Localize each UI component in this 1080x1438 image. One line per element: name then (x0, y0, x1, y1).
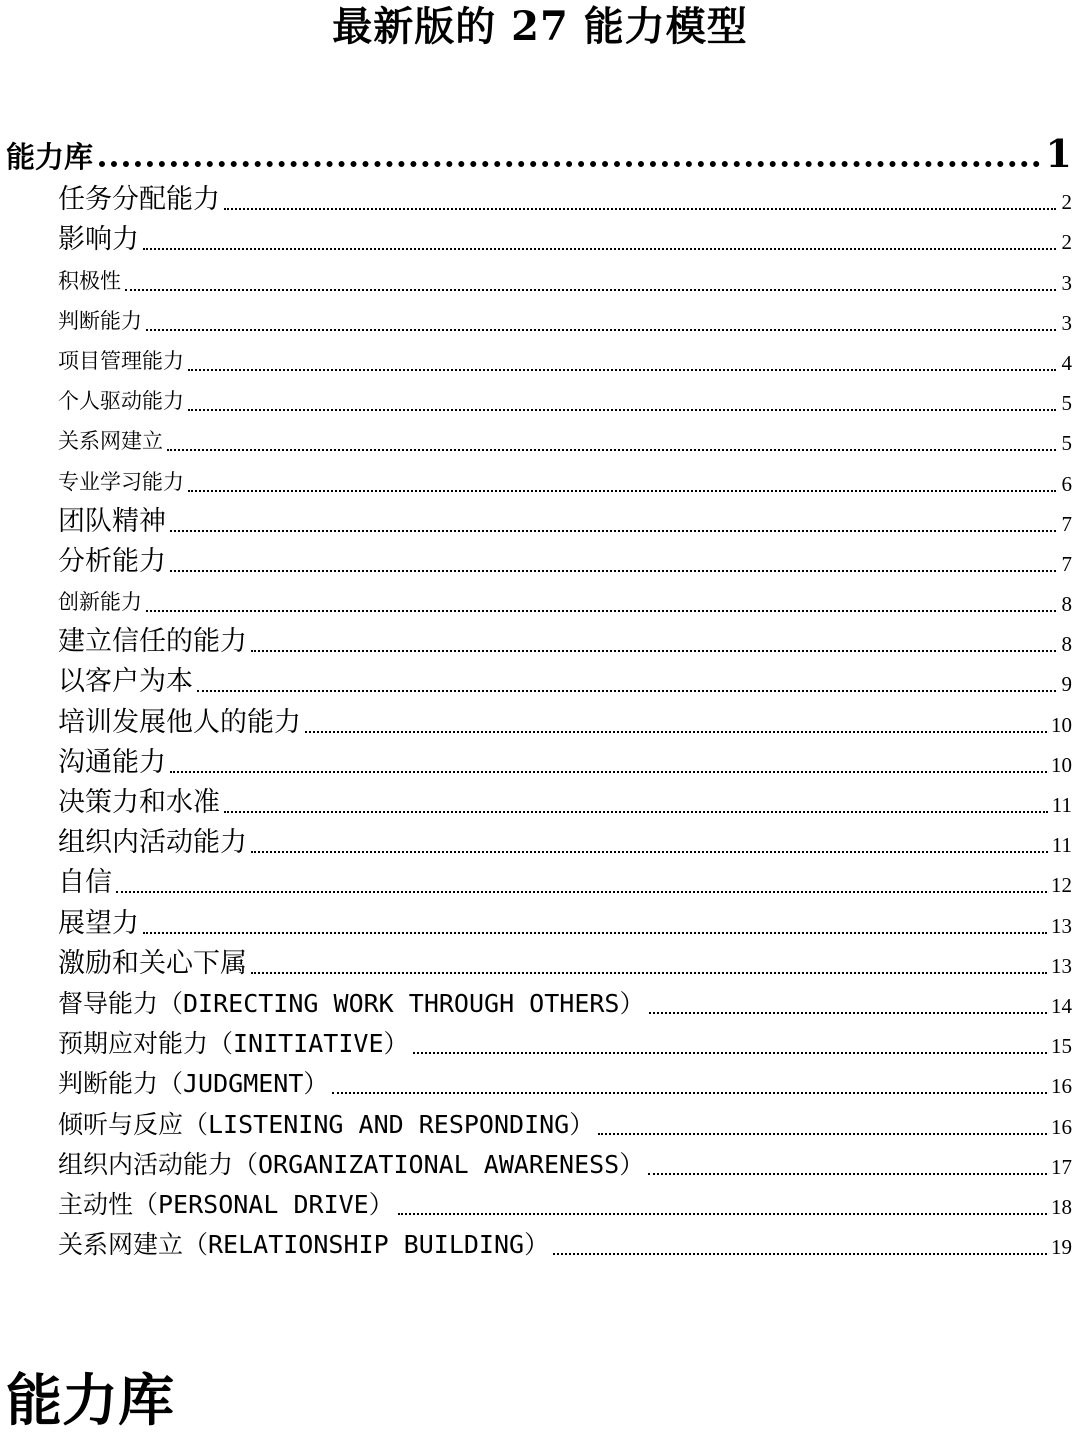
toc-entry-label: 组织内活动能力（ORGANIZATIONAL AWARENESS） (58, 1149, 645, 1179)
toc-entry[interactable] (0, 739, 1080, 779)
toc-entry-page: 19 (1051, 1235, 1072, 1260)
toc-entry-page: 2 (1061, 190, 1072, 215)
toc-entry-label: 判断能力 (58, 308, 142, 333)
toc-entry-page: 16 (1051, 1074, 1072, 1099)
toc-entry[interactable] (0, 538, 1080, 578)
toc-entry-page: 8 (1061, 632, 1072, 657)
toc-entry-list (0, 176, 1080, 1261)
toc-leader-dots (188, 490, 1056, 492)
toc-entry[interactable] (0, 980, 1080, 1020)
toc-entry[interactable] (0, 779, 1080, 819)
toc-leader-dots (170, 771, 1047, 773)
toc-leader-dots (188, 369, 1056, 371)
toc-heading-row[interactable] (0, 124, 1080, 176)
toc-entry-label: 关系网建立 (58, 429, 163, 454)
toc-entry[interactable] (0, 618, 1080, 658)
toc-entry[interactable] (0, 1181, 1080, 1221)
toc-leader-dots (598, 1133, 1047, 1135)
toc-leader-dots (125, 289, 1056, 291)
toc-entry-label: 建立信任的能力 (58, 626, 247, 658)
toc-entry-label: 预期应对能力（INITIATIVE） (58, 1029, 409, 1059)
toc-heading-page: 1 (1045, 131, 1072, 176)
toc-entry[interactable] (0, 256, 1080, 296)
toc-entry-page: 7 (1061, 551, 1072, 576)
toc-entry[interactable] (0, 698, 1080, 738)
toc-entry-page: 7 (1061, 511, 1072, 536)
toc-leader-dots (413, 1052, 1047, 1054)
toc-entry[interactable] (0, 658, 1080, 698)
toc-entry[interactable] (0, 1100, 1080, 1140)
toc-leader-dots (146, 329, 1056, 331)
toc-entry-label: 自信 (58, 867, 112, 899)
toc-entry[interactable] (0, 899, 1080, 939)
toc-entry[interactable] (0, 578, 1080, 618)
toc-leader-dots (99, 161, 1040, 167)
toc-entry[interactable] (0, 819, 1080, 859)
toc-leader-dots (170, 570, 1056, 572)
toc-entry-label: 分析能力 (58, 545, 166, 577)
toc-entry[interactable] (0, 417, 1080, 457)
toc-entry-label: 关系网建立（RELATIONSHIP BUILDING） (58, 1230, 550, 1260)
toc-entry-page: 3 (1061, 310, 1072, 335)
toc-entry-page: 12 (1051, 873, 1072, 898)
toc-entry[interactable] (0, 859, 1080, 899)
toc-entry-page: 10 (1051, 712, 1072, 737)
toc-leader-dots (116, 891, 1047, 893)
toc-entry-page: 18 (1051, 1194, 1072, 1219)
toc-entry-label: 影响力 (58, 224, 139, 256)
toc-entry[interactable] (0, 337, 1080, 377)
toc-entry-page: 3 (1061, 270, 1072, 295)
toc-entry-page: 5 (1061, 431, 1072, 456)
toc-leader-dots (305, 731, 1047, 733)
toc-entry-label: 主动性（PERSONAL DRIVE） (58, 1189, 394, 1219)
toc-entry-label: 决策力和水准 (58, 787, 220, 818)
toc-leader-dots (251, 851, 1048, 853)
toc-entry-page: 14 (1051, 993, 1072, 1018)
toc-entry[interactable] (0, 498, 1080, 538)
table-of-contents (0, 124, 1080, 1261)
toc-entry-label: 创新能力 (58, 590, 142, 615)
toc-entry-label: 积极性 (58, 268, 121, 293)
toc-entry-page: 16 (1051, 1114, 1072, 1139)
toc-entry[interactable] (0, 940, 1080, 980)
toc-entry[interactable] (0, 457, 1080, 497)
toc-entry[interactable] (0, 297, 1080, 337)
toc-leader-dots (188, 409, 1056, 411)
toc-entry-label: 激励和关心下属 (58, 947, 247, 979)
toc-entry[interactable] (0, 1020, 1080, 1060)
section-heading: 能力库 (6, 1368, 174, 1434)
toc-entry-page: 11 (1051, 833, 1072, 858)
toc-entry-label: 项目管理能力 (58, 348, 184, 373)
toc-entry-label: 团队精神 (58, 505, 166, 537)
toc-entry-page: 13 (1051, 913, 1072, 938)
toc-entry[interactable] (0, 377, 1080, 417)
toc-leader-dots (197, 690, 1056, 692)
toc-entry-label: 专业学习能力 (58, 469, 184, 494)
toc-leader-dots (251, 972, 1047, 974)
toc-entry-page: 2 (1061, 230, 1072, 255)
document-title: 最新版的 27 能力模型 (332, 3, 748, 50)
toc-entry-label: 倾听与反应（LISTENING AND RESPONDING） (58, 1109, 595, 1139)
toc-leader-dots (398, 1213, 1047, 1215)
toc-leader-dots (143, 248, 1056, 250)
toc-entry[interactable] (0, 216, 1080, 256)
toc-leader-dots (224, 811, 1048, 813)
toc-leader-dots (648, 1173, 1047, 1175)
toc-leader-dots (332, 1092, 1047, 1094)
toc-entry[interactable] (0, 1221, 1080, 1261)
toc-entry-label: 沟通能力 (58, 746, 166, 778)
toc-leader-dots (167, 449, 1056, 451)
toc-leader-dots (553, 1253, 1047, 1255)
toc-leader-dots (224, 208, 1056, 210)
toc-entry-page: 8 (1061, 592, 1072, 617)
toc-entry-page: 5 (1061, 391, 1072, 416)
toc-entry-label: 以客户为本 (58, 666, 193, 698)
toc-entry-label: 培训发展他人的能力 (58, 706, 301, 738)
toc-entry-page: 13 (1051, 953, 1072, 978)
toc-entry-page: 10 (1051, 752, 1072, 777)
toc-leader-dots (146, 610, 1056, 612)
toc-entry-page: 17 (1051, 1154, 1072, 1179)
toc-entry-page: 4 (1061, 350, 1072, 375)
toc-entry-label: 任务分配能力 (58, 184, 220, 216)
toc-leader-dots (170, 530, 1056, 532)
toc-entry-label: 判断能力（JUDGMENT） (58, 1069, 329, 1099)
toc-entry-page: 6 (1061, 471, 1072, 496)
toc-entry-label: 展望力 (58, 907, 139, 939)
toc-entry[interactable] (0, 1060, 1080, 1100)
toc-entry-page: 11 (1051, 793, 1072, 817)
toc-entry-label: 督导能力（DIRECTING WORK THROUGH OTHERS） (58, 988, 645, 1018)
toc-entry-label: 组织内活动能力 (58, 827, 247, 859)
toc-leader-dots (649, 1012, 1048, 1014)
toc-entry[interactable] (0, 176, 1080, 216)
toc-entry[interactable] (0, 1141, 1080, 1181)
toc-entry-page: 15 (1051, 1034, 1072, 1059)
toc-heading-label: 能力库 (6, 140, 94, 174)
toc-leader-dots (143, 932, 1047, 934)
toc-entry-label: 个人驱动能力 (58, 389, 184, 414)
toc-leader-dots (251, 650, 1056, 652)
toc-entry-page: 9 (1061, 672, 1072, 697)
